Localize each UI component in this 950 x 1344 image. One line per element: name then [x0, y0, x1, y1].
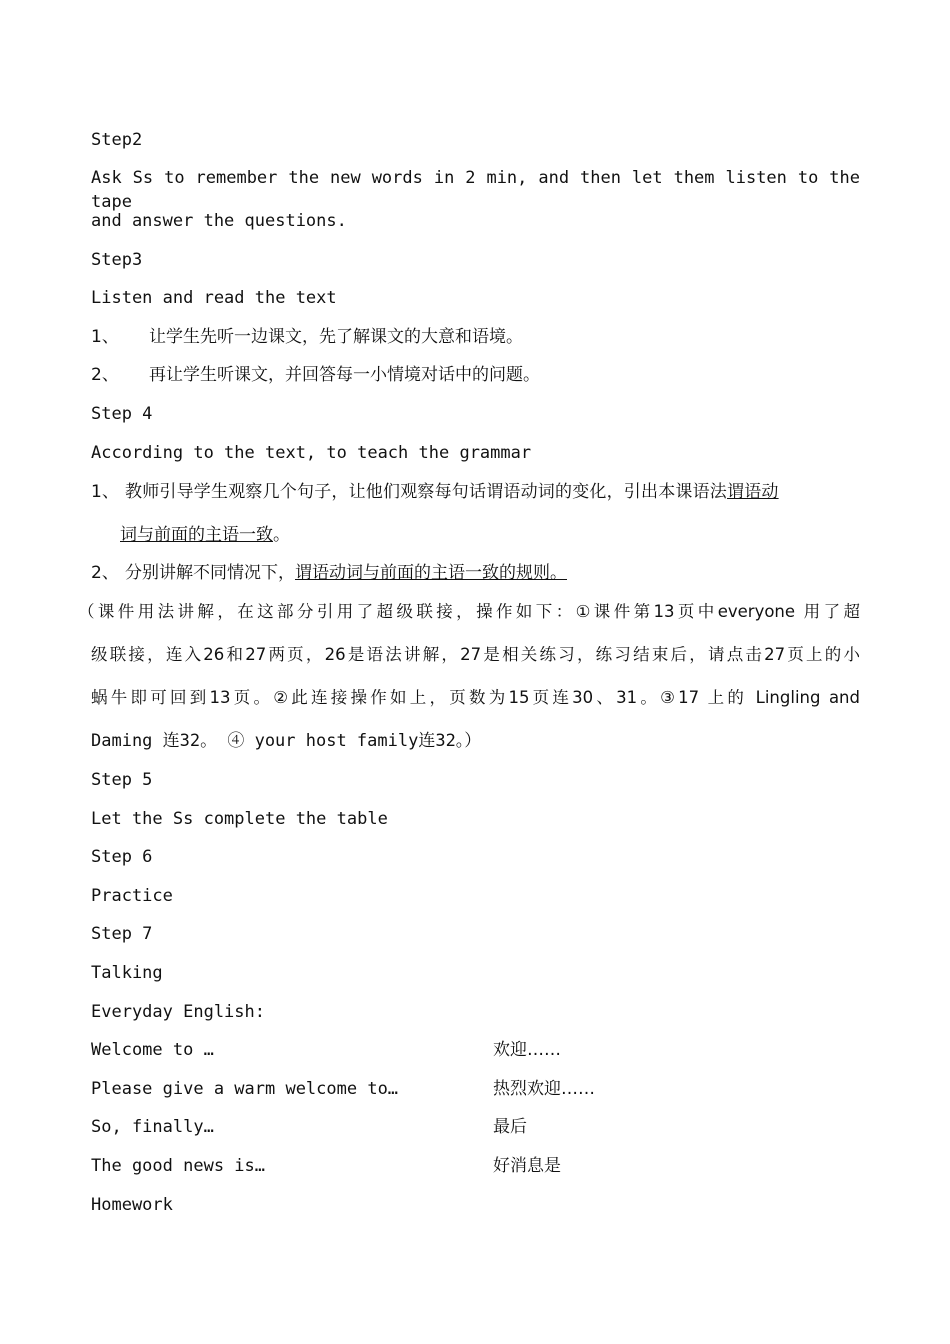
step4-item-2-text: 分别讲解不同情况下，	[125, 563, 295, 583]
step3-item-2-number: 2、	[91, 365, 119, 385]
phrase-chinese: 热烈欢迎……	[493, 1079, 595, 1099]
step4-item-2-rule-link: 谓语动词与前面的主语一致的规则。	[295, 563, 567, 583]
step4-note-line2: 级联接，连入26和27两页，26是语法讲解，27是相关练习，练习结束后，请点击27页上的小	[91, 645, 860, 664]
step3-heading: Step3	[91, 250, 143, 270]
phrase-row	[91, 1154, 860, 1178]
phrase-row	[91, 1038, 860, 1062]
step4-item-1-text: 教师引导学生观察几个句子，让他们观察每句话谓语动词的变化，引出本课语法	[125, 482, 727, 502]
step4-item-2-number: 2、	[91, 563, 119, 583]
step3-item-2	[91, 363, 860, 387]
step6-heading: Step 6	[91, 847, 153, 867]
step5-heading: Step 5	[91, 770, 153, 790]
step4-note-line4: Daming 连32。 ④ your host family连32。）	[91, 731, 482, 751]
step4-subtitle: According to the text, to teach the grammar	[91, 443, 532, 463]
phrase-english: The good news is…	[91, 1156, 265, 1176]
phrase-row	[91, 1077, 860, 1101]
phrase-chinese: 欢迎……	[493, 1040, 561, 1060]
step4-item-1	[91, 480, 860, 504]
everyday-english-title: Everyday English:	[91, 1002, 265, 1022]
step4-note-line1: （课件用法讲解，在这部分引用了超级联接，操作如下：①课件第13页中everyone 用了超	[78, 602, 860, 621]
step3-item-1	[91, 325, 860, 349]
step3-subtitle: Listen and read the text	[91, 288, 337, 308]
step4-item-1-number: 1、	[91, 482, 120, 502]
step3-item-2-text: 再让学生听课文，并回答每一小情境对话中的问题。	[149, 365, 540, 385]
step7-heading: Step 7	[91, 924, 153, 944]
step6-text: Practice	[91, 886, 173, 906]
step4-item-1-end: 。	[273, 525, 290, 545]
phrase-row	[91, 1115, 860, 1139]
step2-heading: Step2	[91, 130, 143, 150]
step4-item-2	[91, 561, 860, 585]
step3-item-1-number: 1、	[91, 327, 119, 347]
homework-heading: Homework	[91, 1195, 173, 1215]
step2-text-line2: and answer the questions.	[91, 211, 347, 231]
step4-item-1-grammar-link-part1: 谓语动	[727, 482, 779, 502]
step4-item-1-grammar-link-part2: 词与前面的主语一致	[120, 525, 273, 545]
phrase-english: Please give a warm welcome to…	[91, 1079, 399, 1099]
step4-heading: Step 4	[91, 404, 153, 424]
phrase-chinese: 最后	[493, 1117, 527, 1137]
phrase-chinese: 好消息是	[493, 1156, 561, 1176]
step5-text: Let the Ss complete the table	[91, 809, 388, 829]
phrase-english: Welcome to …	[91, 1040, 214, 1060]
step7-text: Talking	[91, 963, 163, 983]
step3-item-1-text: 让学生先听一边课文，先了解课文的大意和语境。	[149, 327, 523, 347]
step4-note-line3: 蜗牛即可回到13页。②此连接操作如上，页数为15页连30、31。③17 上的 Lingling and	[91, 688, 860, 707]
phrase-english: So, finally…	[91, 1117, 214, 1137]
step2-text-line1: Ask Ss to remember the new words in 2 min, and then let them listen to the tape	[91, 168, 860, 212]
step4-item-1-continuation	[120, 523, 860, 547]
